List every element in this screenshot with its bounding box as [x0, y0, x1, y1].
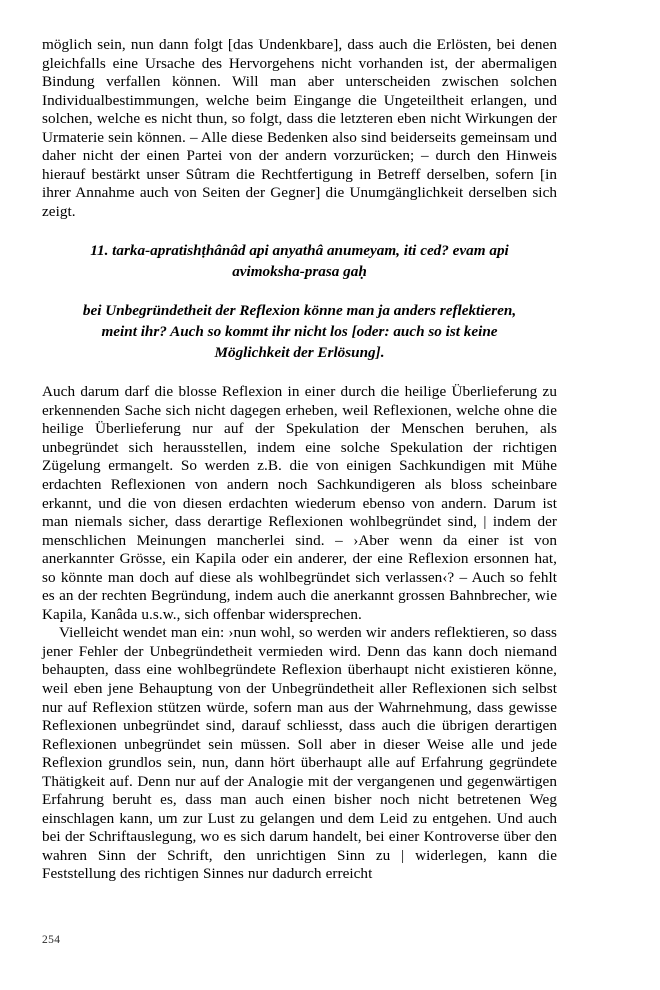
sutra-translation-heading [42, 301, 557, 363]
paragraph-body-one: Auch darum darf die blosse Reflexion in einer durch die heilige Überlieferung zu erkennenden Sache sich nicht dagegen erheben, weil Reflexionen, welche ohne die heilige Überlieferung nur auf der Spekulation der Menschen beruhen, als unbegründet sich herausstellen, indem eine solche Spekulation der richtigen Zügelung ermangelt. So werden z.B. die von einigen Sachkundigen mit Mühe erdachten Reflexionen von andern noch Sachkundigeren als bloss scheinbare erkannt, und die von diesen erdachten wiederum ebenso von andern. Darum ist man niemals sicher, dass derartige Reflexionen wohlbegründet sind, | indem der menschlichen Meinungen mancherlei sind. – ›Aber wenn da einer ist von anerkannter Grösse, ein Kapila oder ein anderer, der eine Reflexion ersonnen hat, so könnte man doch auf diese als wohlbegründet sich verlassen‹? – Auch so fehlt es an der rechten Begründung, indem auch die anerkannt grossen Bahnbrecher, wie Kapila, Kanâda u.s.w., sich offenbar widersprechen. [42, 383, 557, 623]
sutra-heading [42, 241, 557, 282]
translation-line-2: meint ihr? Auch so kommt ihr nicht los [oder: auch so ist keine [101, 323, 498, 341]
translation-line-3: Möglichkeit der Erlösung]. [214, 343, 385, 361]
page-number: 254 [42, 934, 61, 946]
text-column [42, 36, 557, 884]
sutra-line-2: avimoksha-prasa gaḥ [232, 262, 367, 280]
paragraph-body-two: Vielleicht wendet man ein: ›nun wohl, so werden wir anders reflektieren, so dass jener Fehler der Unbegründetheit vermieden wird. Denn das kann doch niemand behaupten, dass eine wohlbegründete Reflexion überhaupt nicht existieren könne, weil eben jene Behauptung von der Unbegründetheit aller Reflexionen sich selbst nur auf Reflexion stützen würde, sofern man aus der Wahrnehmung, dass gewisse Reflexionen unbegründet sind, darauf schliesst, dass auch die übrigen derartigen Reflexionen unbegründet sein müssen. Soll aber in dieser Weise alle und jede Reflexion grundlos sein, nun, dann hört überhaupt alle auf Erfahrung gegründete Thätigkeit auf. Denn nur auf der Analogie mit der vergangenen und gegenwärtigen Erfahrung beruht es, dass man auch einen bisher noch nicht betretenen Weg einschlagen kann, um zur Lust zu gelangen und dem Leid zu entgehen. Und auch bei der Schriftauslegung, wo es sich darum handelt, bei einer Kontroverse über den wahren Sinn der Schrift, den unrichtigen Sinn zu | widerlegen, kann die Feststellung des richtigen Sinnes nur dadurch erreicht [42, 624, 557, 883]
sutra-line-1: 11. tarka-apratishṭhânâd api anyathâ anumeyam, iti ced? evam api [90, 242, 509, 260]
translation-line-1: bei Unbegründetheit der Reflexion könne man ja anders reflektieren, [82, 302, 517, 320]
paragraph-opening: möglich sein, nun dann folgt [das Undenkbare], dass auch die Erlösten, bei denen gleichfalls eine Ursache des Hervorgehens nicht vorhanden ist, der abermaligen Bindung verfallen können. Will man aber unterscheiden zwischen solchen Individualbestimmungen, welche beim Eingange die Ungeteiltheit erlangen, und solchen, welche es nicht thun, so folgt, dass die letzteren eben nicht Wirkungen der Urmaterie sein können. – Alle diese Bedenken also sind beiderseits gemeinsam und daher nicht der einen Partei von der andern vorzurücken; – durch den Hinweis hierauf bestärkt unser Sûtram die Rechtfertigung in Betreff derselben, sofern [in ihrer Annahme auch von Seiten der Gegner] die Unumgänglichkeit derselben sich zeigt. [42, 36, 557, 220]
